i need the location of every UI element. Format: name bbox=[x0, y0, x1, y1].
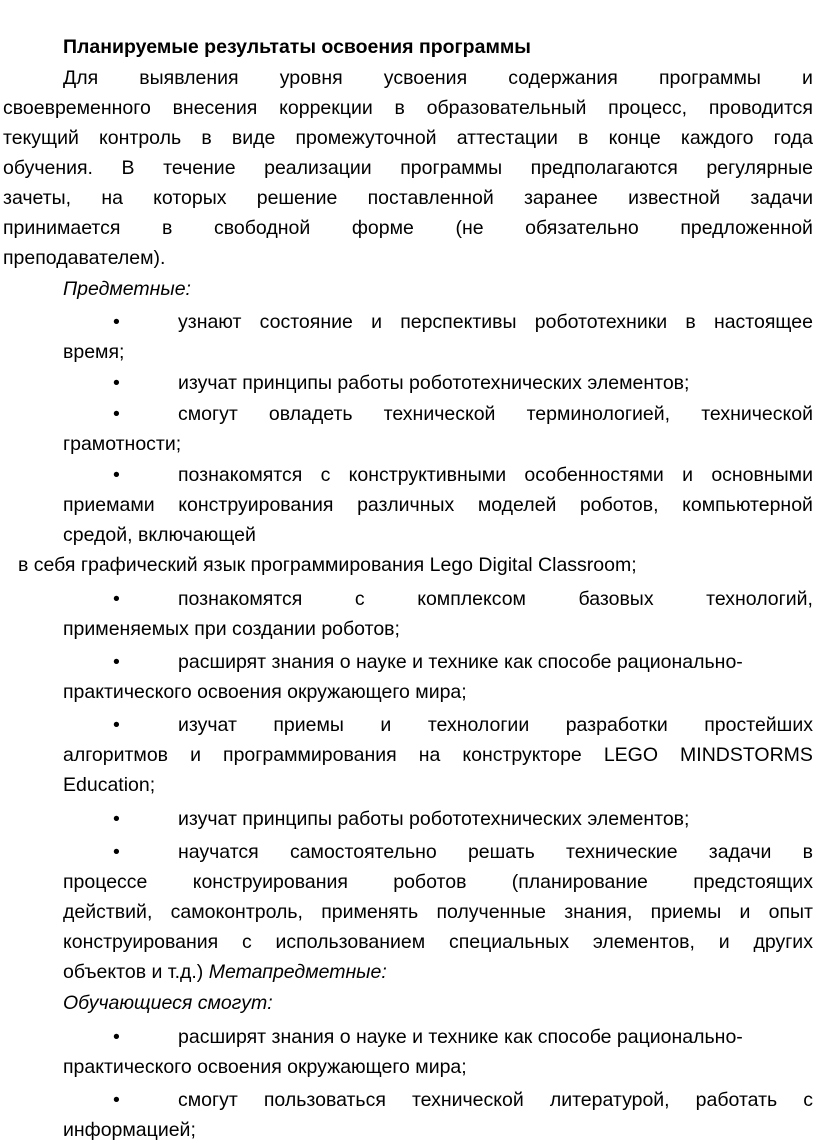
item-3-line-2: грамотности; bbox=[63, 433, 182, 455]
word: простейших bbox=[704, 714, 813, 736]
item-6-line-2: практического освоения окружающего мира; bbox=[63, 681, 467, 703]
word: свободной bbox=[214, 217, 311, 239]
item-1-line-2: время; bbox=[63, 341, 125, 363]
word: и bbox=[682, 464, 694, 486]
meta-subject-heading: Метапредметные: bbox=[208, 961, 387, 983]
word: алгоритмов bbox=[63, 744, 169, 766]
word: работать bbox=[695, 1089, 778, 1111]
bullet-icon: • bbox=[113, 464, 120, 486]
word: регулярные bbox=[706, 157, 813, 179]
bullet-icon: • bbox=[113, 808, 120, 830]
item-9-line-3 bbox=[0, 897, 816, 927]
word: на bbox=[101, 187, 123, 209]
item-7-line-2 bbox=[0, 740, 816, 770]
word: предполагаются bbox=[530, 157, 678, 179]
bullet-icon: • bbox=[113, 1089, 120, 1111]
word: познакомятся bbox=[178, 464, 303, 486]
item-6-line-1: расширят знания о науке и технике как способе рационально- bbox=[178, 651, 743, 673]
word: литературой, bbox=[549, 1089, 670, 1111]
word: обязательно bbox=[525, 217, 639, 239]
item-4-line-3: средой, включающей bbox=[63, 524, 256, 546]
bullet-icon: • bbox=[113, 311, 120, 333]
item-7-line-3: Education; bbox=[63, 774, 156, 796]
word: с bbox=[354, 588, 365, 610]
word: заранее bbox=[523, 187, 598, 209]
item-10-line-2: практического освоения окружающего мира; bbox=[63, 1056, 467, 1078]
word: текущий bbox=[3, 127, 79, 149]
item-10-line-1: расширят знания о науке и технике как способе рационально- bbox=[178, 1026, 743, 1048]
bullet-icon: • bbox=[113, 403, 120, 425]
word: различных bbox=[357, 494, 455, 516]
word: реализации bbox=[264, 157, 372, 179]
word: приемы bbox=[650, 901, 722, 923]
word: обучения. bbox=[3, 157, 93, 179]
word: технологий, bbox=[706, 588, 813, 610]
word: образовательный bbox=[426, 97, 587, 119]
document-title: Планируемые результаты освоения программы bbox=[63, 36, 531, 58]
word: внесения bbox=[172, 97, 258, 119]
word: с bbox=[803, 1089, 813, 1111]
word: решение bbox=[256, 187, 338, 209]
item-7-line-1 bbox=[0, 710, 816, 740]
word: знания, bbox=[564, 901, 633, 923]
item-2-line-1: изучат принципы работы робототехнических элементов; bbox=[178, 372, 690, 394]
word: коррекции bbox=[279, 97, 373, 119]
intro-line-2 bbox=[0, 93, 816, 123]
word: компьютерной bbox=[682, 494, 813, 516]
word: усвоения bbox=[383, 67, 468, 89]
word: использованием bbox=[275, 931, 426, 953]
word: аттестации bbox=[456, 127, 558, 149]
word: программирования bbox=[223, 744, 397, 766]
bullet-icon: • bbox=[113, 841, 120, 863]
word: узнают bbox=[178, 311, 242, 333]
bullet-icon: • bbox=[113, 714, 120, 736]
word: Для bbox=[63, 67, 99, 89]
item-5-line-1 bbox=[0, 584, 816, 614]
item-9-line-5-text: объектов и т.д.) bbox=[63, 961, 204, 983]
word: в bbox=[802, 841, 813, 863]
item-4-line-4: в себя графический язык программирования Lego Digital Classroom; bbox=[18, 554, 637, 576]
word: предстоящих bbox=[693, 871, 813, 893]
word: технологии bbox=[427, 714, 530, 736]
word: (не bbox=[455, 217, 484, 239]
word: технической bbox=[383, 403, 496, 425]
word: перспективы bbox=[400, 311, 517, 333]
word: в bbox=[578, 127, 589, 149]
bullet-icon: • bbox=[113, 372, 120, 394]
word: года bbox=[773, 127, 813, 149]
bullet-icon: • bbox=[113, 651, 120, 673]
word: известной bbox=[628, 187, 721, 209]
word: конструирования bbox=[192, 871, 348, 893]
word: приемы bbox=[273, 714, 344, 736]
word: применять bbox=[321, 901, 419, 923]
word: смогут bbox=[178, 403, 238, 425]
word: и bbox=[371, 311, 382, 333]
item-1-line-1 bbox=[0, 307, 816, 337]
intro-line-6 bbox=[0, 213, 816, 243]
intro-line-4 bbox=[0, 153, 816, 183]
word: MINDSTORMS bbox=[680, 744, 813, 766]
item-11-line-2: информацией; bbox=[63, 1119, 196, 1141]
word: предложенной bbox=[680, 217, 813, 239]
word: самоконтроль, bbox=[170, 901, 303, 923]
item-8-line-1: изучат принципы работы робототехнических элементов; bbox=[178, 808, 690, 830]
word: конструирования bbox=[63, 931, 219, 953]
intro-line-1 bbox=[0, 63, 816, 93]
word: уровня bbox=[279, 67, 343, 89]
word: базовых bbox=[578, 588, 654, 610]
item-5-line-2: применяемых при создании роботов; bbox=[63, 618, 400, 640]
item-4-line-1 bbox=[0, 460, 816, 490]
word: опыт bbox=[768, 901, 813, 923]
word: моделей bbox=[477, 494, 557, 516]
word: конце bbox=[608, 127, 661, 149]
word: технической bbox=[411, 1089, 524, 1111]
word: робототехники bbox=[534, 311, 668, 333]
item-9-line-2 bbox=[0, 867, 816, 897]
word: течение bbox=[163, 157, 236, 179]
word: состояние bbox=[259, 311, 353, 333]
word: роботов, bbox=[579, 494, 659, 516]
word: изучат bbox=[178, 714, 237, 736]
word: зачеты, bbox=[3, 187, 72, 209]
intro-line-7: преподавателем). bbox=[3, 247, 166, 269]
word: терминологией, bbox=[526, 403, 671, 425]
word: выявления bbox=[139, 67, 239, 89]
word: которых bbox=[153, 187, 227, 209]
word: роботов bbox=[393, 871, 467, 893]
word: в bbox=[394, 97, 405, 119]
word: задачи bbox=[750, 187, 813, 209]
word: LEGO bbox=[603, 744, 658, 766]
word: принимается bbox=[3, 217, 121, 239]
word: пользоваться bbox=[263, 1089, 386, 1111]
word: на bbox=[418, 744, 441, 766]
word: смогут bbox=[178, 1089, 238, 1111]
subject-results-heading: Предметные: bbox=[63, 278, 191, 300]
word: в bbox=[162, 217, 173, 239]
word: проводится bbox=[708, 97, 813, 119]
word: полученные bbox=[436, 901, 546, 923]
word: технические bbox=[565, 841, 678, 863]
word: технической bbox=[701, 403, 813, 425]
word: (планирование bbox=[511, 871, 648, 893]
word: элементов, bbox=[592, 931, 695, 953]
word: действий, bbox=[63, 901, 153, 923]
word: программы bbox=[659, 67, 761, 89]
word: овладеть bbox=[268, 403, 353, 425]
word: с bbox=[320, 464, 331, 486]
word: специальных bbox=[448, 931, 570, 953]
word: научатся bbox=[178, 841, 259, 863]
word: виде bbox=[231, 127, 276, 149]
word: поставленной bbox=[367, 187, 494, 209]
word: в bbox=[685, 311, 696, 333]
word: в bbox=[201, 127, 212, 149]
word: решать bbox=[467, 841, 535, 863]
item-9-line-4 bbox=[0, 927, 816, 957]
word: содержания bbox=[508, 67, 618, 89]
item-11-line-1 bbox=[0, 1085, 816, 1115]
intro-line-5 bbox=[0, 183, 816, 213]
bullet-icon: • bbox=[113, 588, 120, 610]
word: приемами bbox=[63, 494, 155, 516]
intro-line-3 bbox=[0, 123, 816, 153]
word: особенностями bbox=[524, 464, 664, 486]
word: задачи bbox=[708, 841, 772, 863]
item-4-line-2 bbox=[0, 490, 816, 520]
word: форме bbox=[351, 217, 414, 239]
word: процесс, bbox=[608, 97, 688, 119]
word: разработки bbox=[565, 714, 668, 736]
word: программы bbox=[400, 157, 503, 179]
item-9-line-1 bbox=[0, 837, 816, 867]
word: комплексом bbox=[417, 588, 526, 610]
word: основными bbox=[711, 464, 813, 486]
word: контроль bbox=[99, 127, 182, 149]
word: и bbox=[718, 931, 730, 953]
word: промежуточной bbox=[295, 127, 437, 149]
word: процессе bbox=[63, 871, 148, 893]
word: В bbox=[121, 157, 135, 179]
word: самостоятельно bbox=[289, 841, 437, 863]
word: конструктивными bbox=[348, 464, 507, 486]
item-9-line-5 bbox=[0, 957, 816, 987]
bullet-icon: • bbox=[113, 1026, 120, 1048]
word: и bbox=[802, 67, 813, 89]
word: и bbox=[739, 901, 751, 923]
word: и bbox=[380, 714, 392, 736]
item-3-line-1 bbox=[0, 399, 816, 429]
word: своевременного bbox=[3, 97, 151, 119]
word: с bbox=[242, 931, 252, 953]
word: и bbox=[190, 744, 201, 766]
word: конструирования bbox=[178, 494, 334, 516]
word: конструкторе bbox=[462, 744, 582, 766]
word: познакомятся bbox=[178, 588, 303, 610]
word: настоящее bbox=[713, 311, 813, 333]
word: других bbox=[753, 931, 813, 953]
word: каждого bbox=[680, 127, 754, 149]
learners-heading: Обучающиеся смогут: bbox=[63, 992, 273, 1014]
